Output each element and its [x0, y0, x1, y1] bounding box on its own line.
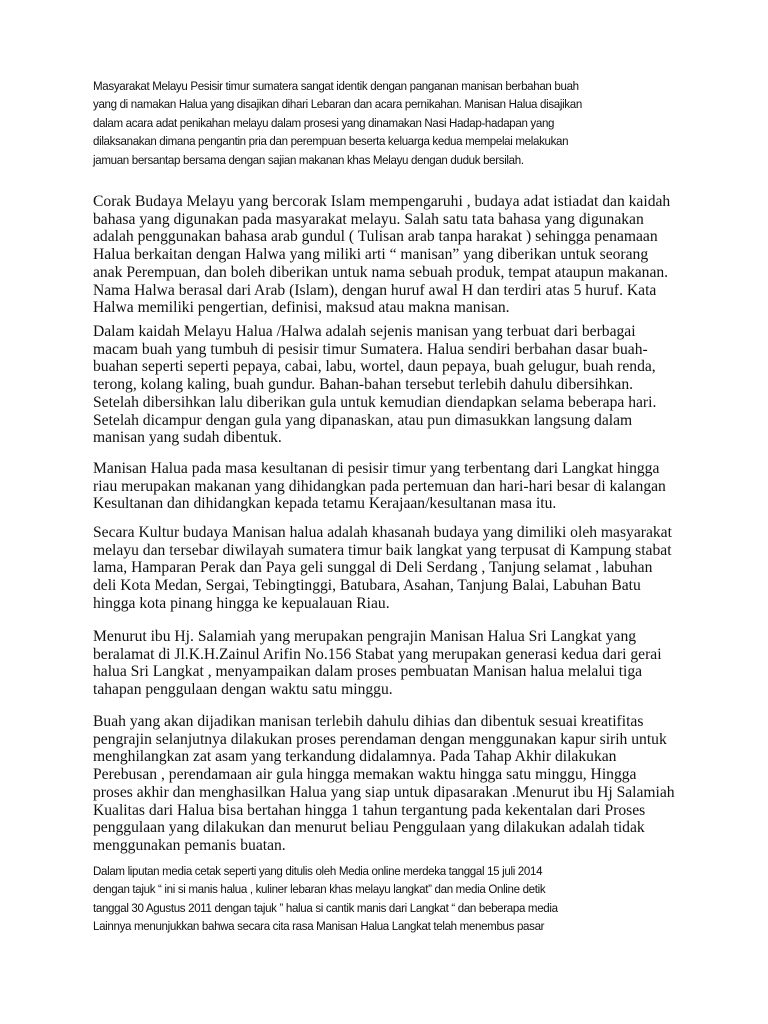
paragraph-hj-salamiah: Menurut ibu Hj. Salamiah yang merupakan pengrajin Manisan Halua Sri Langkat yang beralamat di Jl.K.H.Zainul Arifin No.156 Stabat yang merupakan generasi kedua dari gerai halua Sri Langkat , menyampaikan dalam proses pembuatan Manisan halua melalui tiga tahapan penggulaan dengan waktu satu minggu. [93, 628, 662, 699]
paragraph-kaidah-melayu: Dalam kaidah Melayu Halua /Halwa adalah sejenis manisan yang terbuat dari berbagai macam buah yang tumbuh di pesisir timur Sumatera. Halua sendiri berbahan dasar buah- buahan seperti seperti pepaya, cabai, labu, wortel, daun pepaya, buah gelugur, buah renda, terong, kolang kaling, buah gundur. Bahan-bahan tersebut terlebih dahulu dibersihkan. Setelah dibersihkan lalu diberikan gula untuk kemudian diendapkan selama beberapa hari. Setelah dicampur dengan gula yang dipanaskan, atau pun dimasukkan langsung dalam manisan yang sudah dibentuk. [93, 323, 657, 447]
paragraph-kesultanan: Manisan Halua pada masa kesultanan di pesisir timur yang terbentang dari Langkat hingga riau merupakan makanan yang dihidangkan pada pertemuan dan hari-hari besar di kalangan Kesultanan dan dihidangkan kepada tetamu Kerajaan/kesultanan masa itu. [93, 460, 666, 513]
paragraph-intro: Masyarakat Melayu Pesisir timur sumatera sangat identik dengan panganan manisan berbahan buah yang di namakan Halua yang disajikan dihari Lebaran dan acara pernikahan. Manisan Halua disajikan dalam acara adat penikahan melayu dalam prosesi yang dinamakan Nasi Hadap-hadapan yang dilaksanakan dimana pengantin pria dan perempuan beserta keluarga kedua mempelai melakukan jamuan bersantap bersama dengan sajian makanan khas Melayu dengan duduk bersilah. [93, 79, 582, 167]
paragraph-corak-budaya: Corak Budaya Melayu yang bercorak Islam mempengaruhi , budaya adat istiadat dan kaidah bahasa yang digunakan pada masyarakat melayu. Salah satu tata bahasa yang digunakan adalah penggunakan bahasa arab gundul ( Tulisan arab tanpa harakat ) sehingga penamaan Halua berkaitan dengan Halwa yang miliki arti “ manisan” yang diberikan untuk seorang anak Perempuan, dan boleh diberikan untuk nama sebuah produk, tempat ataupun makanan. Nama Halwa berasal dari Arab (Islam), dengan huruf awal H dan terdiri atas 5 huruf. Kata Halwa memiliki pengertian, definisi, maksud atau makna manisan. [93, 193, 671, 317]
paragraph-kultur-budaya: Secara Kultur budaya Manisan halua adalah khasanah budaya yang dimiliki oleh masyarakat melayu dan tersebar diwilayah sumatera timur baik langkat yang terpusat di Kampung stabat lama, Hamparan Perak dan Paya geli sunggal di Deli Serdang , Tanjung selamat , labuhan deli Kota Medan, Sergai, Tebingtinggi, Batubara, Asahan, Tanjung Balai, Labuhan Batu hingga kota pinang hingga ke kepualauan Riau. [93, 524, 672, 612]
paragraph-liputan-media: Dalam liputan media cetak seperti yang ditulis oleh Media online merdeka tanggal 15 juli 2014 dengan tajuk “ ini si manis halua , kuliner lebaran khas melayu langkat” dan media Online detik tanggal 30 Agustus 2011 dengan tajuk ” halua si cantik manis dari Langkat “ dan beberapa media Lainnya menunjukkan bahwa secara cita rasa Manisan Halua Langkat telah menembus pasar [93, 864, 558, 934]
paragraph-proses-pembuatan: Buah yang akan dijadikan manisan terlebih dahulu dihias dan dibentuk sesuai kreatifitas pengrajin selanjutnya dilakukan proses perendaman dengan menggunakan kapur sirih untuk menghilangkan zat asam yang terkandung didalamnya. Pada Tahap Akhir dilakukan Perebusan , perendamaan air gula hingga memakan waktu hingga satu minggu, Hingga proses akhir dan menghasilkan Halua yang siap untuk dipasarakan .Menurut ibu Hj Salamiah Kualitas dari Halua bisa bertahan hingga 1 tahun tergantung pada kekentalan dari Proses penggulaan yang dilakukan dan menurut beliau Penggulaan yang dilakukan adalah tidak menggunakan pemanis buatan. [93, 713, 675, 854]
